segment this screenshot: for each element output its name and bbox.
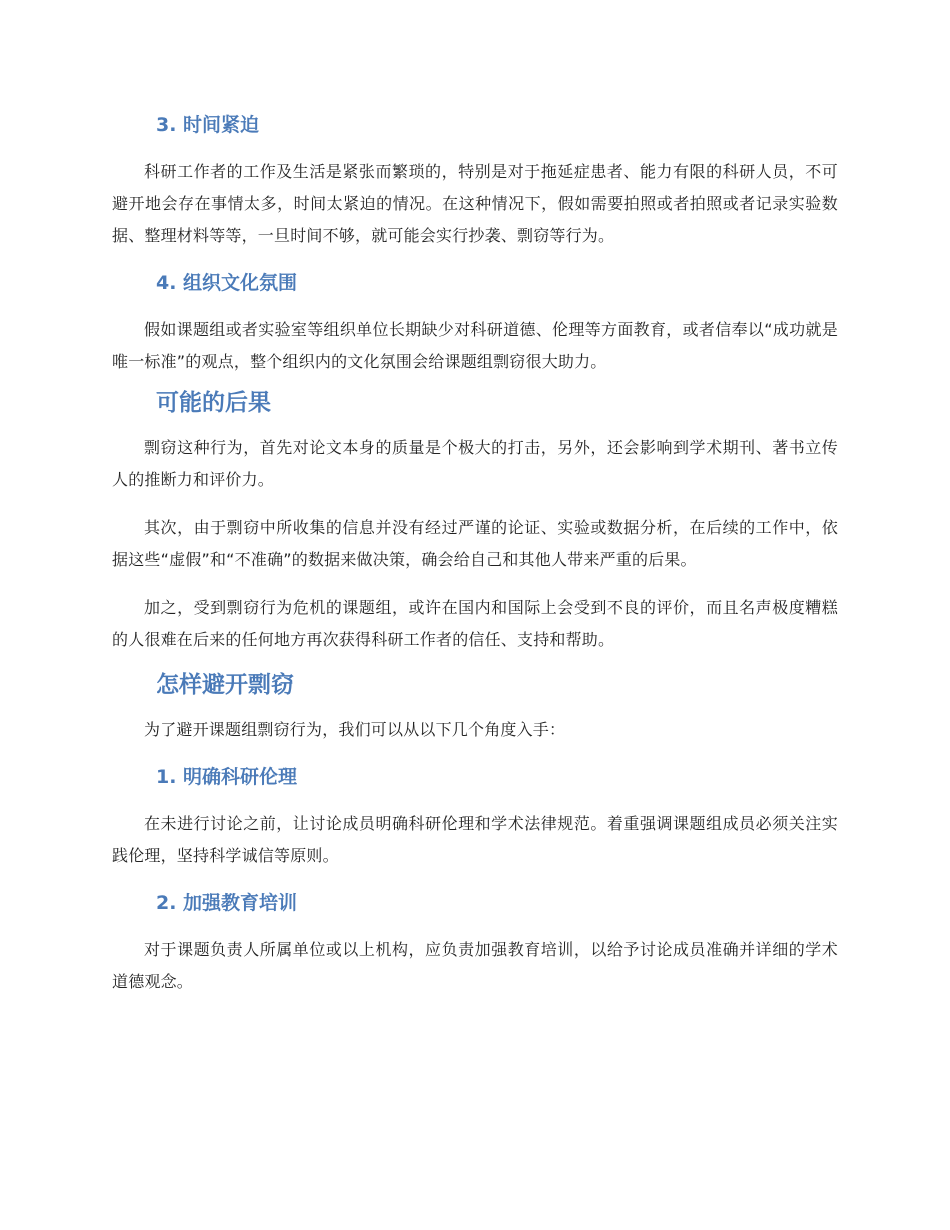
paragraph-org-culture: 假如课题组或者实验室等组织单位长期缺少对科研道德、伦理等方面教育，或者信奉以“成功就是唯一标准”的观点，整个组织内的文化氛围会给课题组剽窃很大助力。 <box>112 320 838 371</box>
heading-possible-consequences: 可能的后果 <box>156 390 271 416</box>
heading-clear-ethics: 1. 明确科研伦理 <box>156 766 298 788</box>
heading-education-training: 2. 加强教育培训 <box>156 892 298 914</box>
paragraph-education-training: 对于课题负责人所属单位或以上机构，应负责加强教育培训，以给予讨论成员准确并详细的学术道德观念。 <box>112 940 838 991</box>
document-body <box>112 110 838 998</box>
paragraph-consequences-2: 其次，由于剽窃中所收集的信息并没有经过严谨的论证、实验或数据分析，在后续的工作中，依据这些“虚假”和“不准确”的数据来做决策，确会给自己和其他人带来严重的后果。 <box>112 518 838 569</box>
heading-org-culture: 4. 组织文化氛围 <box>156 272 298 294</box>
paragraph-clear-ethics: 在未进行讨论之前，让讨论成员明确科研伦理和学术法律规范。着重强调课题组成员必须关注实践伦理，坚持科学诚信等原则。 <box>112 814 838 865</box>
paragraph-consequences-3: 加之，受到剽窃行为危机的课题组，或许在国内和国际上会受到不良的评价，而且名声极度糟糕的人很难在后来的任何地方再次获得科研工作者的信任、支持和帮助。 <box>112 598 838 649</box>
paragraph-time-pressure: 科研工作者的工作及生活是紧张而繁琐的，特别是对于拖延症患者、能力有限的科研人员，不可避开地会存在事情太多，时间太紧迫的情况。在这种情况下，假如需要拍照或者拍照或者记录实验数据、整理材料等等，一旦时间不够，就可能会实行抄袭、剽窃等行为。 <box>112 162 838 245</box>
heading-time-pressure: 3. 时间紧迫 <box>156 114 260 136</box>
paragraph-consequences-1: 剽窃这种行为，首先对论文本身的质量是个极大的打击，另外，还会影响到学术期刊、著书立传人的推断力和评价力。 <box>112 438 838 489</box>
heading-how-to-avoid: 怎样避开剽窃 <box>156 672 294 698</box>
paragraph-how-to-avoid: 为了避开课题组剽窃行为，我们可以从以下几个角度入手： <box>144 720 566 739</box>
